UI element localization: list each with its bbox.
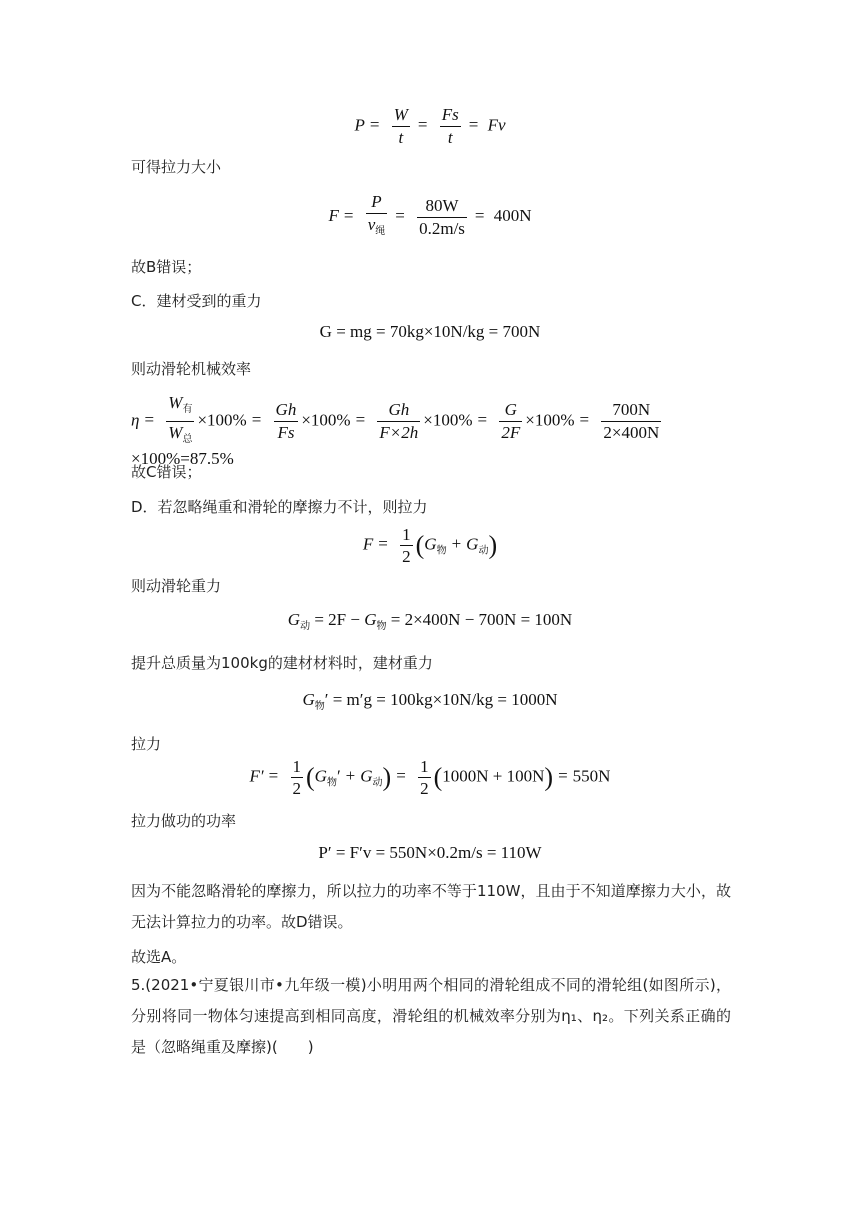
text-line: C．建材受到的重力 [131, 292, 262, 310]
text-line: 拉力做功的功率 [131, 812, 237, 830]
text-line: 拉力 [131, 735, 162, 753]
text-line: 故C错误； [131, 463, 202, 481]
paragraph: 因为不能忽略滑轮的摩擦力，所以拉力的功率不等于110W，且由于不知道摩擦力大小，故无法计算拉力的功率。故D错误。 [131, 882, 731, 931]
equation-half-force: F = $\frac{1}{2}$ $(G_物 + G_动)$ [362, 525, 498, 566]
text-line: 提升总质量为100kg的建材材料时，建材重力 [131, 654, 433, 672]
question-5: 5.(2021•宁夏银川市•九年级一模)小明用两个相同的滑轮组成不同的滑轮组(如图所示)，分别将同一物体匀速提高到相同高度，滑轮组的机械效率分别为η₁、η₂。下列关系正确的是（忽略绳重及摩擦)( ) [131, 976, 731, 1056]
equation-pull-force: F = $\frac{P}{v_绳}$ = $\frac{80W}{0.2m/s}$ = 400N [328, 192, 532, 238]
equation-gravity: G = mg = 70kg×10N/kg = 700N [319, 322, 541, 341]
equation-power: P = $\frac{W}{t}$ = $\frac{Fs}{t}$ = Fv [354, 105, 506, 147]
equation-new-power: P′ = F′v = 550N×0.2m/s = 110W [318, 843, 542, 862]
equation-pulley-weight: $G_动 = 2F - G_物 = 2\times 400N - 700N = 100N$ [287, 610, 573, 632]
text-line: 则动滑轮重力 [131, 577, 222, 595]
text-line: 故选A。 [131, 948, 187, 966]
text-line: D．若忽略绳重和滑轮的摩擦力不计，则拉力 [131, 498, 428, 516]
equation-new-weight: $G_物' = m'g = 100kg\times 10N/kg = 1000N$ [302, 690, 558, 712]
text-line: 则动滑轮机械效率 [131, 360, 252, 378]
equation-efficiency: η = $\frac{W_有}{W_总}$ ×100% = $\frac{Gh}{Fs}$ ×100% = $\frac{Gh}{F\times 2h}$ ×100% = $\frac{G}{2F}$ ×100% = $\frac{700N}{2\times 400N}$ ×100%=87.5% [131, 393, 660, 468]
text-line: 可得拉力大小 [131, 158, 222, 176]
equation-new-force: F′ = $\frac{1}{2}$ $(G_物' + G_动)$ = $\frac{1}{2}$ (1000N + 100N) = 550N [249, 757, 611, 798]
text-line: 故B错误； [131, 258, 202, 276]
